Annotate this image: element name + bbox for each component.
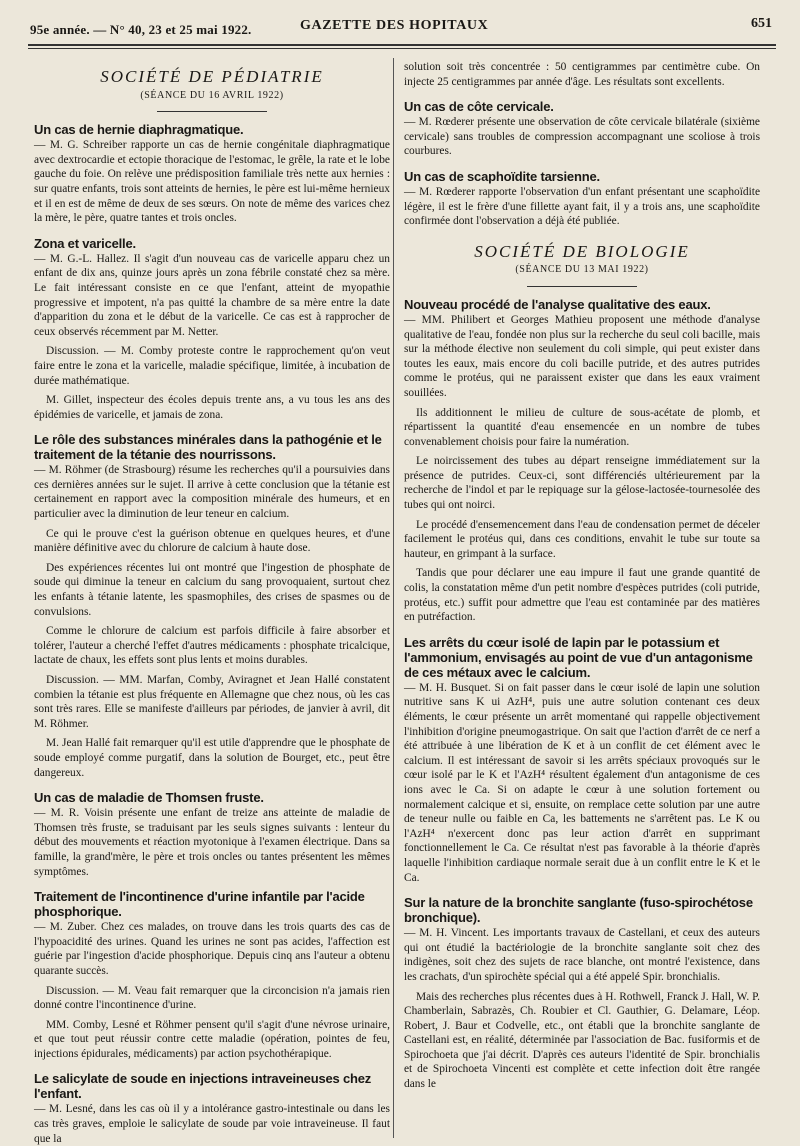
article-paragraph: Discussion. — MM. Marfan, Comby, Aviragnet et Jean Hallé constatent combien la tétanie est plus fréquente en Allemagne que chez nous, où les cas sont très rares. Elle se manifeste d'ailleurs par périodes, de janvier à avril, dit M. Röhmer. xyxy=(34,674,390,730)
article-paragraph: — M. H. Vincent. Les importants travaux de Castellani, et ceux des auteurs qui ont étudié la bactériologie de la bronchite sanglante soit chez des indigènes, soit chez des sujets de race blanche, ont montré l'existence, dans les crachats, d'un spirochète spécial qui a été appelé Spir. bronchialis. xyxy=(404,927,760,983)
page-number: 651 xyxy=(751,16,772,31)
article-paragraph: Ils additionnent le milieu de culture de sous-acétate de plomb, et répartissent la quantité d'eau ensemencée en un nombre de tubes convenablement choisis pour faire la numération. xyxy=(404,406,760,448)
article-title: Un cas de côte cervicale. xyxy=(404,99,554,115)
header-rule-bottom xyxy=(28,48,776,49)
article-paragraph: — M. R. Voisin présente une enfant de treize ans atteinte de maladie de Thomsen très fruste, se traduisant par les seuls signes suivants : lenteur du début des mouvements et réaction myotonique à l'examen électrique. Dans sa famille, la grand'mère, le père et trois oncles ou tantes présentent les mêmes symptômes. xyxy=(34,807,390,878)
article-title: Traitement de l'incontinence d'urine infantile par l'acide phosphorique. xyxy=(34,889,365,920)
article-paragraph: — M. G.-L. Hallez. Il s'agit d'un nouveau cas de varicelle apparu chez un enfant de dix ans, quinze jours après un zona fébrile constaté chez sa mère. Le fait intéressant consiste en ce que l'enfant, atteint de myopathie progressive et impotent, n'a pas quitté la chambre de sa mère entre la date d'apparition du zona et le début de la varicelle. Ce cas est à rapprocher de ceux observés récemment par M. Netter. xyxy=(34,252,390,338)
article-paragraph: Le noircissement des tubes au départ renseigne immédiatement sur la présence de putrides. Ceux-ci, sont différenciés ultérieurement par la recherche de l'indol et par le repiquage sur la gélose-lactosée-tournesolée des tubes qui ont noirci. xyxy=(404,455,760,512)
article-paragraph: Comme le chlorure de calcium est parfois difficile à faire absorber et tolérer, l'auteur a cherché l'effet d'autres médicaments : phosphate tricalcique, lactate de chaux, les effets sont plus lents et moins durables. xyxy=(34,625,390,667)
article-title: Un cas de scaphoïdite tarsienne. xyxy=(404,168,600,184)
article-title: Le rôle des substances minérales dans la pathogénie et le traitement de la tétanie des nourrissons. xyxy=(34,432,382,463)
article-paragraph: — M. G. Schreiber rapporte un cas de hernie congénitale diaphragmatique avec dextrocardie et ectopie thoracique de l'estomac, le grêle, la rate et le lobe gauche du foie. On relève une prédisposition familiale très nette aux hernies : sur quatre enfants, trois sont atteints de hernies, le père est lui-même hernieux et il en est de même de deux de ses sœurs. On note de même des varices chez la mère, le père, quatre tantes et trois oncles. xyxy=(34,139,390,225)
article-paragraph: — M. Röhmer (de Strasbourg) résume les recherches qu'il a poursuivies dans ces dernières années sur le sujet. Il arrive à cette conclusion que la tétanie est certainement en rapport avec la composition minérale des humeurs, et en particulier avec la diminution de leur teneur en calcium. xyxy=(34,464,390,521)
article-paragraph: — MM. Philibert et Georges Mathieu proposent une méthode d'analyse qualitative de l'eau, fondée non plus sur la recherche du seul coli bacille, mais sur la méthode élective non seulement du coli simple, qui peut exister dans toutes les eaux, mais encore du coli bacille putride, et des autres putrides comme le protéus, qui ne paraissent exister que dans les eaux vraiment souillées. xyxy=(404,313,760,399)
pediatrics-articles xyxy=(34,122,390,1146)
article-paragraph: — M. Rœderer présente une observation de côte cervicale bilatérale (sixième cervicale) sans troubles de compression accompagnant une scoliose à trois courbures. xyxy=(404,116,760,158)
article-title: Les arrêts du cœur isolé de lapin par le potassium et l'ammonium, envisagés au point de vue d'un antagonisme de ces métaux avec le calcium. xyxy=(404,634,753,680)
left-column xyxy=(34,60,390,1145)
article-paragraph: Ce qui le prouve c'est la guérison obtenue en quelques heures, et d'une manière définitive avec du chlorure de calcium à haute dose. xyxy=(34,527,390,555)
article-paragraph: Mais des recherches plus récentes dues à H. Rothwell, Franck J. Hall, W. P. Chamberlain, Sabrazès, Ch. Roubier et Cl. Gauthier, G. Delamare, Léop. Robert, J. Baur et Codvelle, etc., ont établi que la bronchite sanglante de Castellani est, en réalité, déterminée par l'association de Bac. fusiformis et de Spirochoeta que j'ai décrit. D'après ces auteurs l'identité de Spir. bronchialis et de Spirochoeta Vincenti est complète et cette infection doit être rangée dans le xyxy=(404,990,760,1091)
pediatrics-section-title: SOCIÉTÉ DE PÉDIATRIE xyxy=(100,67,324,86)
article-paragraph: Discussion. — M. Comby proteste contre le rapprochement qu'on veut faire entre le zona et la varicelle, maladie spécifique, limitée, à incubation de durée mathématique. xyxy=(34,345,390,387)
article-title: Le salicylate de soude en injections intraveineuses chez l'enfant. xyxy=(34,1071,372,1102)
section-rule xyxy=(527,286,637,287)
article-paragraph: Tandis que pour déclarer une eau impure il faut une grande quantité de colis, la constatation même d'un petit nombre d'espèces putrides (coli putride, protéus, etc.) suffit pour admettre que l'eau est contaminée par des matières en putréfaction. xyxy=(404,567,760,624)
right-column xyxy=(404,60,760,1130)
article-paragraph: Des expériences récentes lui ont montré que l'ingestion de phosphate de soude qui diminue la teneur en calcium du sang provoquaient, surtout chez les enfants à tétanie latente, les spasmophiles, des crises de spasmes ou de convulsions. xyxy=(34,561,390,618)
issue-line: 95e année. — N° 40, 23 et 25 mai 1922. xyxy=(30,22,252,37)
column-divider xyxy=(393,58,394,1138)
pediatrics-section-date: (SÉANCE DU 16 AVRIL 1922) xyxy=(140,89,284,101)
continued-text: solution soit très concentrée : 50 centigrammes par centimètre cube. On injecte 25 centigrammes par année d'âge. Les résultats sont excellents. xyxy=(404,61,760,88)
article-title: Sur la nature de la bronchite sanglante (fuso-spirochétose bronchique). xyxy=(404,895,753,926)
journal-title: GAZETTE DES HOPITAUX xyxy=(300,18,489,33)
article-paragraph: — M. Rœderer rapporte l'observation d'un enfant présentant une scaphoïdite légère, il est le frère d'une fillette ayant fait, il y a trois ans, une scaphoïdite confirmée dont l'observation a déjà été publiée. xyxy=(404,185,760,228)
article-paragraph: Le procédé d'ensemencement dans l'eau de condensation permet de déceler facilement le protéus qui, dans ces conditions, envahit le tube sur toute sa hauteur, en grimpant à la surface. xyxy=(404,518,760,560)
article-paragraph: M. Jean Hallé fait remarquer qu'il est utile d'apprendre que le phosphate de soude employé comme purgatif, dans la solution de Bourget, etc., peut être dangereux. xyxy=(34,737,390,779)
section-rule xyxy=(157,111,267,112)
article-title: Un cas de maladie de Thomsen fruste. xyxy=(34,790,264,806)
biology-articles xyxy=(404,297,760,1092)
biology-section-title: SOCIÉTÉ DE BIOLOGIE xyxy=(474,241,690,261)
article-title: Zona et varicelle. xyxy=(34,235,136,251)
article-paragraph: — M. H. Busquet. Si on fait passer dans le cœur isolé de lapin une solution nutritive sans K ui AzH⁴, puis une autre solution contenant ces deux éléments, le cœur présente un arrêt momentané qui rappelle objectivement l'inhibition d'origine pneumogastrique. On sait que l'action d'arrêt de ce nerf a été attribuée à une libération de K et à un conflit de cet élément avec le calcium. Il est intéressant de savoir si les arrêts spéciaux provoqués sur le cœur isolé par le K et l'AzH⁴ résultent également d'un antagonisme de ces ions avec le Ca. Si on adapte le cœur à une solution fortement ou normalement calcique et si, ensuite, on remplace cette solution par une autre de teneur nulle ou faible en Ca, les battements ne s'arrêtent pas. Le K ou l'AzH⁴ n'exercent donc pas leur action d'arrêt en supprimant fonctionnellement le Ca. Ce résultat n'est pas favorable à la théorie d'après laquelle l'inhibition cardiaque normale serait due à un conflit entre le K et le Ca. xyxy=(404,681,760,884)
article-paragraph: — M. Lesné, dans les cas où il y a intolérance gastro-intestinale ou dans les cas très graves, emploie le salicylate de soude par voie intraveineuse. Il faut que la xyxy=(34,1103,390,1145)
article-title: Un cas de hernie diaphragmatique. xyxy=(34,122,244,138)
page-header xyxy=(30,16,772,40)
article-title: Nouveau procédé de l'analyse qualitative des eaux. xyxy=(404,296,711,312)
article-paragraph: Discussion. — M. Veau fait remarquer que la circoncision n'a jamais rien donné contre l'incontinence d'urine. xyxy=(34,984,390,1012)
header-rule-top xyxy=(28,44,776,46)
pediatrics-articles-continued xyxy=(404,99,760,229)
article-paragraph: M. Gillet, inspecteur des écoles depuis trente ans, a vu tous les ans des épidémies de varicelle, et jamais de zona. xyxy=(34,394,390,421)
article-paragraph: MM. Comby, Lesné et Röhmer pensent qu'il s'agit d'une névrose urinaire, et que tout peut réussir contre cette maladie (opération, pointes de feu, injections épidurales, médicaments) par action psychothérapique. xyxy=(34,1018,390,1060)
biology-section-date: (SÉANCE DU 13 MAI 1922) xyxy=(515,264,649,276)
article-paragraph: — M. Zuber. Chez ces malades, on trouve dans les trois quarts des cas de l'hypoacidité des urines. Quand les urines ne sont pas acides, l'affection est guérie par l'ingestion d'acide phosphorique. Depuis cinq ans l'auteur a obtenu quarante succès. xyxy=(34,921,390,977)
